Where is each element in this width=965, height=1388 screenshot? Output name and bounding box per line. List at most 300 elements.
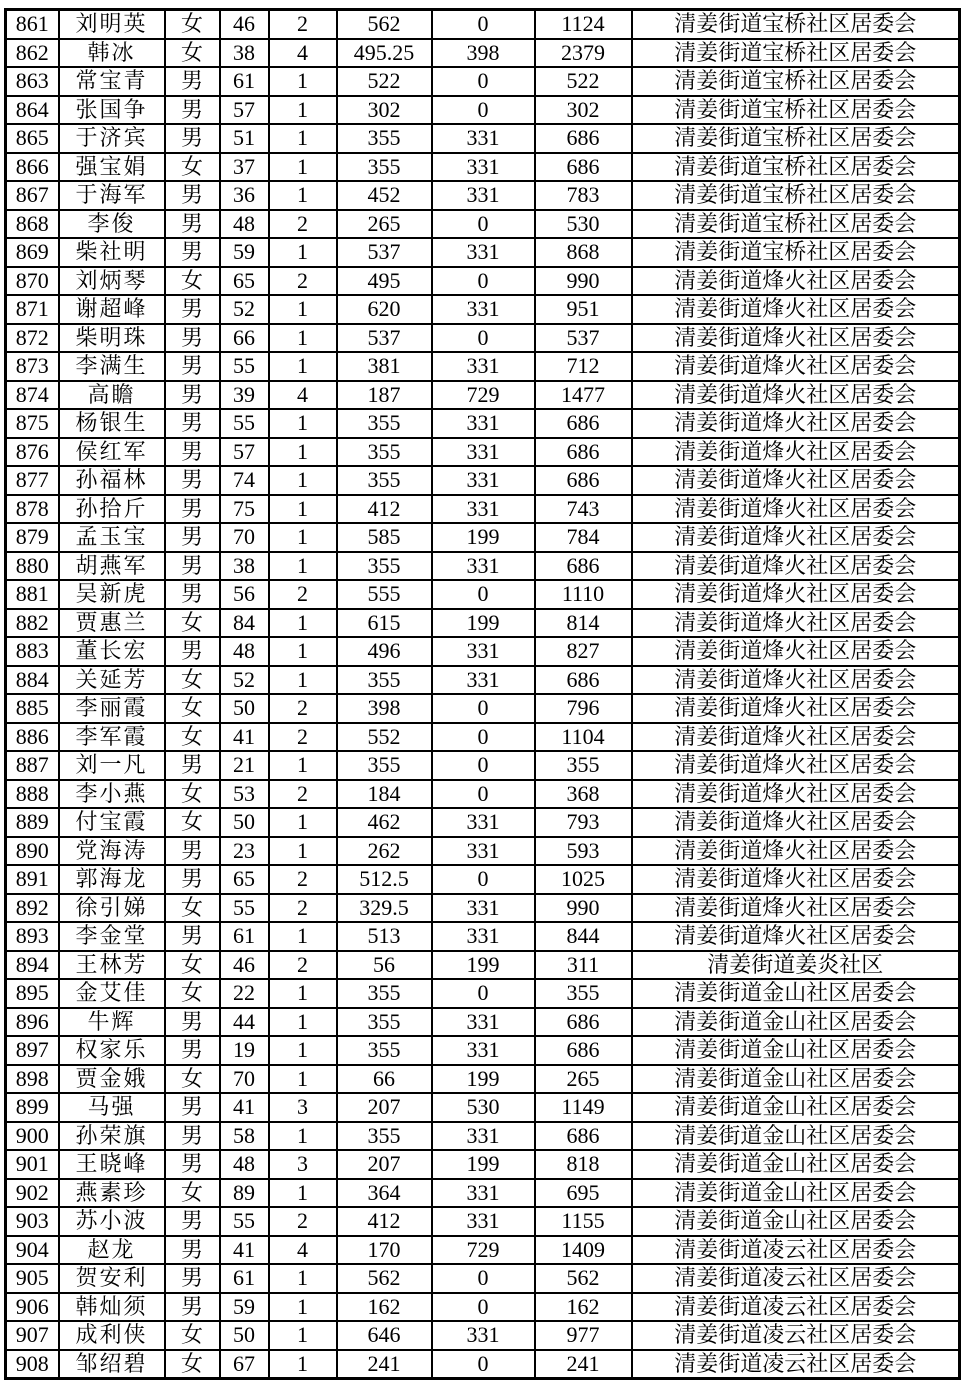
cell-total: 1409	[535, 1236, 632, 1265]
cell-age: 55	[220, 894, 269, 923]
table-row	[6, 96, 960, 125]
cell-name: 李小燕	[59, 780, 165, 809]
cell-name: 孙拾斤	[59, 495, 165, 524]
cell-name: 李满生	[59, 352, 165, 381]
cell-persons: 2	[269, 951, 337, 980]
cell-subsidy: 331	[432, 666, 535, 695]
cell-subsidy: 331	[432, 552, 535, 581]
cell-total: 784	[535, 523, 632, 552]
cell-serial: 905	[6, 1264, 59, 1293]
cell-community: 清姜街道金山社区居委会	[632, 1207, 960, 1236]
cell-community: 清姜街道烽火社区居委会	[632, 723, 960, 752]
table-row	[6, 466, 960, 495]
cell-total: 814	[535, 609, 632, 638]
cell-subsidy: 331	[432, 1122, 535, 1151]
cell-name: 付宝霞	[59, 808, 165, 837]
cell-age: 41	[220, 1236, 269, 1265]
cell-community: 清姜街道烽火社区居委会	[632, 523, 960, 552]
cell-total: 793	[535, 808, 632, 837]
cell-persons: 1	[269, 1065, 337, 1094]
cell-serial: 899	[6, 1093, 59, 1122]
table-row	[6, 523, 960, 552]
cell-age: 70	[220, 1065, 269, 1094]
cell-gender: 女	[165, 1179, 220, 1208]
cell-total: 593	[535, 837, 632, 866]
cell-serial: 890	[6, 837, 59, 866]
cell-subsidy: 331	[432, 637, 535, 666]
cell-total: 977	[535, 1321, 632, 1350]
cell-serial: 864	[6, 96, 59, 125]
cell-total: 868	[535, 238, 632, 267]
cell-persons: 1	[269, 124, 337, 153]
cell-age: 19	[220, 1036, 269, 1065]
cell-persons: 1	[269, 295, 337, 324]
cell-serial: 880	[6, 552, 59, 581]
cell-gender: 男	[165, 1093, 220, 1122]
cell-serial: 881	[6, 580, 59, 609]
cell-total: 530	[535, 210, 632, 239]
cell-serial: 877	[6, 466, 59, 495]
cell-persons: 1	[269, 922, 337, 951]
cell-subsidy: 0	[432, 267, 535, 296]
cell-community: 清姜街道宝桥社区居委会	[632, 39, 960, 68]
cell-total: 686	[535, 1008, 632, 1037]
cell-gender: 女	[165, 666, 220, 695]
cell-serial: 861	[6, 10, 59, 39]
cell-subsidy: 0	[432, 1293, 535, 1322]
cell-amount: 170	[337, 1236, 432, 1265]
cell-name: 李军霞	[59, 723, 165, 752]
cell-age: 84	[220, 609, 269, 638]
cell-name: 刘明英	[59, 10, 165, 39]
cell-persons: 1	[269, 1008, 337, 1037]
cell-community: 清姜街道烽火社区居委会	[632, 438, 960, 467]
cell-subsidy: 331	[432, 466, 535, 495]
cell-name: 贺安利	[59, 1264, 165, 1293]
cell-serial: 908	[6, 1350, 59, 1379]
cell-persons: 3	[269, 1150, 337, 1179]
cell-gender: 男	[165, 580, 220, 609]
cell-community: 清姜街道烽火社区居委会	[632, 865, 960, 894]
cell-subsidy: 199	[432, 523, 535, 552]
cell-persons: 1	[269, 238, 337, 267]
table-row	[6, 210, 960, 239]
cell-age: 56	[220, 580, 269, 609]
cell-persons: 4	[269, 381, 337, 410]
cell-amount: 537	[337, 324, 432, 353]
cell-community: 清姜街道姜炎社区	[632, 951, 960, 980]
cell-subsidy: 331	[432, 295, 535, 324]
cell-name: 王林芳	[59, 951, 165, 980]
resident-subsidy-table	[4, 8, 961, 1380]
cell-serial: 876	[6, 438, 59, 467]
cell-amount: 262	[337, 837, 432, 866]
cell-gender: 男	[165, 1008, 220, 1037]
cell-age: 52	[220, 295, 269, 324]
cell-gender: 女	[165, 951, 220, 980]
cell-persons: 1	[269, 552, 337, 581]
cell-gender: 女	[165, 723, 220, 752]
cell-name: 张国争	[59, 96, 165, 125]
cell-community: 清姜街道烽火社区居委会	[632, 837, 960, 866]
table-row	[6, 808, 960, 837]
cell-age: 37	[220, 153, 269, 182]
cell-subsidy: 0	[432, 96, 535, 125]
cell-community: 清姜街道宝桥社区居委会	[632, 153, 960, 182]
cell-community: 清姜街道烽火社区居委会	[632, 267, 960, 296]
cell-total: 522	[535, 67, 632, 96]
cell-total: 796	[535, 694, 632, 723]
cell-serial: 879	[6, 523, 59, 552]
cell-serial: 904	[6, 1236, 59, 1265]
cell-age: 65	[220, 865, 269, 894]
cell-community: 清姜街道宝桥社区居委会	[632, 210, 960, 239]
table-row	[6, 295, 960, 324]
cell-gender: 女	[165, 39, 220, 68]
cell-total: 355	[535, 751, 632, 780]
cell-age: 50	[220, 1321, 269, 1350]
cell-total: 1110	[535, 580, 632, 609]
table-row	[6, 1350, 960, 1379]
cell-gender: 女	[165, 808, 220, 837]
cell-persons: 1	[269, 808, 337, 837]
cell-amount: 646	[337, 1321, 432, 1350]
cell-community: 清姜街道宝桥社区居委会	[632, 124, 960, 153]
cell-amount: 615	[337, 609, 432, 638]
cell-serial: 884	[6, 666, 59, 695]
cell-community: 清姜街道烽火社区居委会	[632, 352, 960, 381]
cell-amount: 412	[337, 495, 432, 524]
cell-age: 55	[220, 1207, 269, 1236]
cell-gender: 男	[165, 438, 220, 467]
cell-amount: 162	[337, 1293, 432, 1322]
cell-persons: 1	[269, 666, 337, 695]
cell-age: 75	[220, 495, 269, 524]
cell-amount: 207	[337, 1093, 432, 1122]
cell-subsidy: 331	[432, 1179, 535, 1208]
cell-subsidy: 199	[432, 1150, 535, 1179]
cell-name: 韩灿须	[59, 1293, 165, 1322]
cell-community: 清姜街道烽火社区居委会	[632, 922, 960, 951]
cell-serial: 906	[6, 1293, 59, 1322]
cell-subsidy: 331	[432, 181, 535, 210]
cell-amount: 495	[337, 267, 432, 296]
table-row	[6, 238, 960, 267]
cell-subsidy: 331	[432, 409, 535, 438]
cell-age: 57	[220, 96, 269, 125]
cell-amount: 66	[337, 1065, 432, 1094]
cell-serial: 893	[6, 922, 59, 951]
cell-persons: 2	[269, 894, 337, 923]
cell-name: 杨银生	[59, 409, 165, 438]
cell-serial: 883	[6, 637, 59, 666]
cell-serial: 891	[6, 865, 59, 894]
cell-gender: 男	[165, 409, 220, 438]
cell-gender: 男	[165, 495, 220, 524]
cell-amount: 364	[337, 1179, 432, 1208]
cell-community: 清姜街道烽火社区居委会	[632, 609, 960, 638]
cell-subsidy: 331	[432, 1008, 535, 1037]
cell-age: 39	[220, 381, 269, 410]
cell-persons: 1	[269, 1036, 337, 1065]
cell-persons: 2	[269, 580, 337, 609]
cell-age: 23	[220, 837, 269, 866]
cell-community: 清姜街道宝桥社区居委会	[632, 238, 960, 267]
cell-subsidy: 0	[432, 751, 535, 780]
cell-amount: 355	[337, 751, 432, 780]
cell-community: 清姜街道烽火社区居委会	[632, 666, 960, 695]
cell-community: 清姜街道凌云社区居委会	[632, 1236, 960, 1265]
cell-age: 46	[220, 951, 269, 980]
cell-amount: 555	[337, 580, 432, 609]
cell-subsidy: 0	[432, 580, 535, 609]
cell-gender: 男	[165, 922, 220, 951]
cell-amount: 355	[337, 409, 432, 438]
table-row	[6, 552, 960, 581]
cell-amount: 552	[337, 723, 432, 752]
cell-serial: 882	[6, 609, 59, 638]
cell-total: 686	[535, 124, 632, 153]
table-body	[6, 10, 960, 1379]
cell-community: 清姜街道宝桥社区居委会	[632, 10, 960, 39]
cell-gender: 女	[165, 1350, 220, 1379]
cell-amount: 620	[337, 295, 432, 324]
cell-community: 清姜街道金山社区居委会	[632, 979, 960, 1008]
cell-persons: 2	[269, 723, 337, 752]
cell-amount: 585	[337, 523, 432, 552]
table-row	[6, 922, 960, 951]
table-row	[6, 381, 960, 410]
cell-total: 686	[535, 438, 632, 467]
table-row	[6, 409, 960, 438]
cell-total: 562	[535, 1264, 632, 1293]
cell-community: 清姜街道烽火社区居委会	[632, 381, 960, 410]
cell-age: 59	[220, 238, 269, 267]
cell-persons: 2	[269, 865, 337, 894]
cell-amount: 562	[337, 1264, 432, 1293]
cell-subsidy: 0	[432, 67, 535, 96]
cell-subsidy: 729	[432, 381, 535, 410]
cell-persons: 2	[269, 780, 337, 809]
cell-community: 清姜街道凌云社区居委会	[632, 1350, 960, 1379]
cell-gender: 男	[165, 637, 220, 666]
cell-gender: 男	[165, 210, 220, 239]
cell-persons: 1	[269, 466, 337, 495]
table-row	[6, 267, 960, 296]
cell-age: 48	[220, 637, 269, 666]
cell-serial: 866	[6, 153, 59, 182]
cell-total: 743	[535, 495, 632, 524]
cell-amount: 355	[337, 666, 432, 695]
table-row	[6, 580, 960, 609]
cell-age: 55	[220, 409, 269, 438]
cell-amount: 355	[337, 1122, 432, 1151]
cell-name: 强宝娟	[59, 153, 165, 182]
cell-age: 53	[220, 780, 269, 809]
table-row	[6, 352, 960, 381]
table-row	[6, 1093, 960, 1122]
cell-gender: 男	[165, 352, 220, 381]
cell-community: 清姜街道凌云社区居委会	[632, 1293, 960, 1322]
cell-subsidy: 331	[432, 894, 535, 923]
cell-persons: 1	[269, 1179, 337, 1208]
cell-name: 孟玉宝	[59, 523, 165, 552]
cell-serial: 888	[6, 780, 59, 809]
cell-age: 52	[220, 666, 269, 695]
table-row	[6, 1179, 960, 1208]
cell-age: 21	[220, 751, 269, 780]
cell-subsidy: 331	[432, 1207, 535, 1236]
cell-total: 1025	[535, 865, 632, 894]
cell-subsidy: 331	[432, 124, 535, 153]
cell-total: 2379	[535, 39, 632, 68]
cell-amount: 355	[337, 466, 432, 495]
table-row	[6, 1207, 960, 1236]
cell-name: 李金堂	[59, 922, 165, 951]
cell-persons: 2	[269, 1207, 337, 1236]
cell-gender: 女	[165, 780, 220, 809]
table-row	[6, 1122, 960, 1151]
cell-subsidy: 199	[432, 609, 535, 638]
cell-name: 马强	[59, 1093, 165, 1122]
cell-name: 牛辉	[59, 1008, 165, 1037]
cell-age: 58	[220, 1122, 269, 1151]
cell-age: 41	[220, 723, 269, 752]
cell-persons: 1	[269, 609, 337, 638]
cell-community: 清姜街道烽火社区居委会	[632, 466, 960, 495]
table-row	[6, 438, 960, 467]
cell-name: 刘一凡	[59, 751, 165, 780]
cell-serial: 901	[6, 1150, 59, 1179]
cell-total: 1104	[535, 723, 632, 752]
cell-amount: 56	[337, 951, 432, 980]
table-row	[6, 495, 960, 524]
cell-amount: 512.5	[337, 865, 432, 894]
cell-amount: 522	[337, 67, 432, 96]
cell-age: 48	[220, 210, 269, 239]
cell-gender: 男	[165, 523, 220, 552]
cell-name: 贾金娥	[59, 1065, 165, 1094]
table-row	[6, 10, 960, 39]
table-row	[6, 1150, 960, 1179]
cell-gender: 男	[165, 1236, 220, 1265]
cell-serial: 871	[6, 295, 59, 324]
cell-name: 高瞻	[59, 381, 165, 410]
cell-name: 成利侠	[59, 1321, 165, 1350]
cell-amount: 462	[337, 808, 432, 837]
cell-community: 清姜街道烽火社区居委会	[632, 780, 960, 809]
cell-gender: 男	[165, 238, 220, 267]
cell-amount: 184	[337, 780, 432, 809]
table-row	[6, 181, 960, 210]
cell-name: 董长宏	[59, 637, 165, 666]
cell-age: 70	[220, 523, 269, 552]
cell-amount: 398	[337, 694, 432, 723]
cell-age: 22	[220, 979, 269, 1008]
table-row	[6, 666, 960, 695]
cell-serial: 902	[6, 1179, 59, 1208]
cell-total: 1477	[535, 381, 632, 410]
cell-name: 徐引娣	[59, 894, 165, 923]
cell-persons: 2	[269, 267, 337, 296]
cell-serial: 892	[6, 894, 59, 923]
cell-amount: 355	[337, 979, 432, 1008]
cell-total: 162	[535, 1293, 632, 1322]
cell-persons: 1	[269, 409, 337, 438]
cell-amount: 355	[337, 1036, 432, 1065]
cell-age: 55	[220, 352, 269, 381]
cell-amount: 355	[337, 153, 432, 182]
cell-subsidy: 199	[432, 951, 535, 980]
cell-amount: 355	[337, 552, 432, 581]
cell-gender: 男	[165, 295, 220, 324]
cell-subsidy: 0	[432, 979, 535, 1008]
cell-total: 827	[535, 637, 632, 666]
cell-amount: 381	[337, 352, 432, 381]
cell-total: 990	[535, 267, 632, 296]
table-row	[6, 951, 960, 980]
table-row	[6, 1264, 960, 1293]
cell-age: 50	[220, 694, 269, 723]
cell-total: 265	[535, 1065, 632, 1094]
cell-serial: 898	[6, 1065, 59, 1094]
cell-gender: 男	[165, 1036, 220, 1065]
cell-total: 783	[535, 181, 632, 210]
cell-serial: 907	[6, 1321, 59, 1350]
cell-serial: 895	[6, 979, 59, 1008]
cell-community: 清姜街道宝桥社区居委会	[632, 96, 960, 125]
cell-name: 柴社明	[59, 238, 165, 267]
cell-community: 清姜街道金山社区居委会	[632, 1122, 960, 1151]
table-row	[6, 67, 960, 96]
table-row	[6, 837, 960, 866]
cell-name: 于济宾	[59, 124, 165, 153]
cell-age: 46	[220, 10, 269, 39]
cell-gender: 女	[165, 267, 220, 296]
table-row	[6, 723, 960, 752]
cell-persons: 4	[269, 1236, 337, 1265]
cell-community: 清姜街道烽火社区居委会	[632, 637, 960, 666]
cell-subsidy: 0	[432, 10, 535, 39]
cell-serial: 903	[6, 1207, 59, 1236]
cell-community: 清姜街道烽火社区居委会	[632, 808, 960, 837]
cell-persons: 1	[269, 1264, 337, 1293]
cell-community: 清姜街道金山社区居委会	[632, 1093, 960, 1122]
cell-gender: 女	[165, 153, 220, 182]
cell-amount: 241	[337, 1350, 432, 1379]
cell-age: 61	[220, 67, 269, 96]
cell-community: 清姜街道金山社区居委会	[632, 1008, 960, 1037]
cell-amount: 412	[337, 1207, 432, 1236]
cell-community: 清姜街道金山社区居委会	[632, 1150, 960, 1179]
cell-age: 57	[220, 438, 269, 467]
cell-gender: 男	[165, 751, 220, 780]
cell-amount: 537	[337, 238, 432, 267]
cell-amount: 513	[337, 922, 432, 951]
cell-serial: 894	[6, 951, 59, 980]
cell-name: 赵龙	[59, 1236, 165, 1265]
cell-total: 695	[535, 1179, 632, 1208]
cell-persons: 1	[269, 637, 337, 666]
cell-serial: 863	[6, 67, 59, 96]
cell-amount: 355	[337, 1008, 432, 1037]
cell-community: 清姜街道烽火社区居委会	[632, 495, 960, 524]
cell-name: 孙荣旗	[59, 1122, 165, 1151]
cell-total: 1155	[535, 1207, 632, 1236]
cell-name: 吴新虎	[59, 580, 165, 609]
cell-community: 清姜街道金山社区居委会	[632, 1036, 960, 1065]
cell-persons: 2	[269, 694, 337, 723]
